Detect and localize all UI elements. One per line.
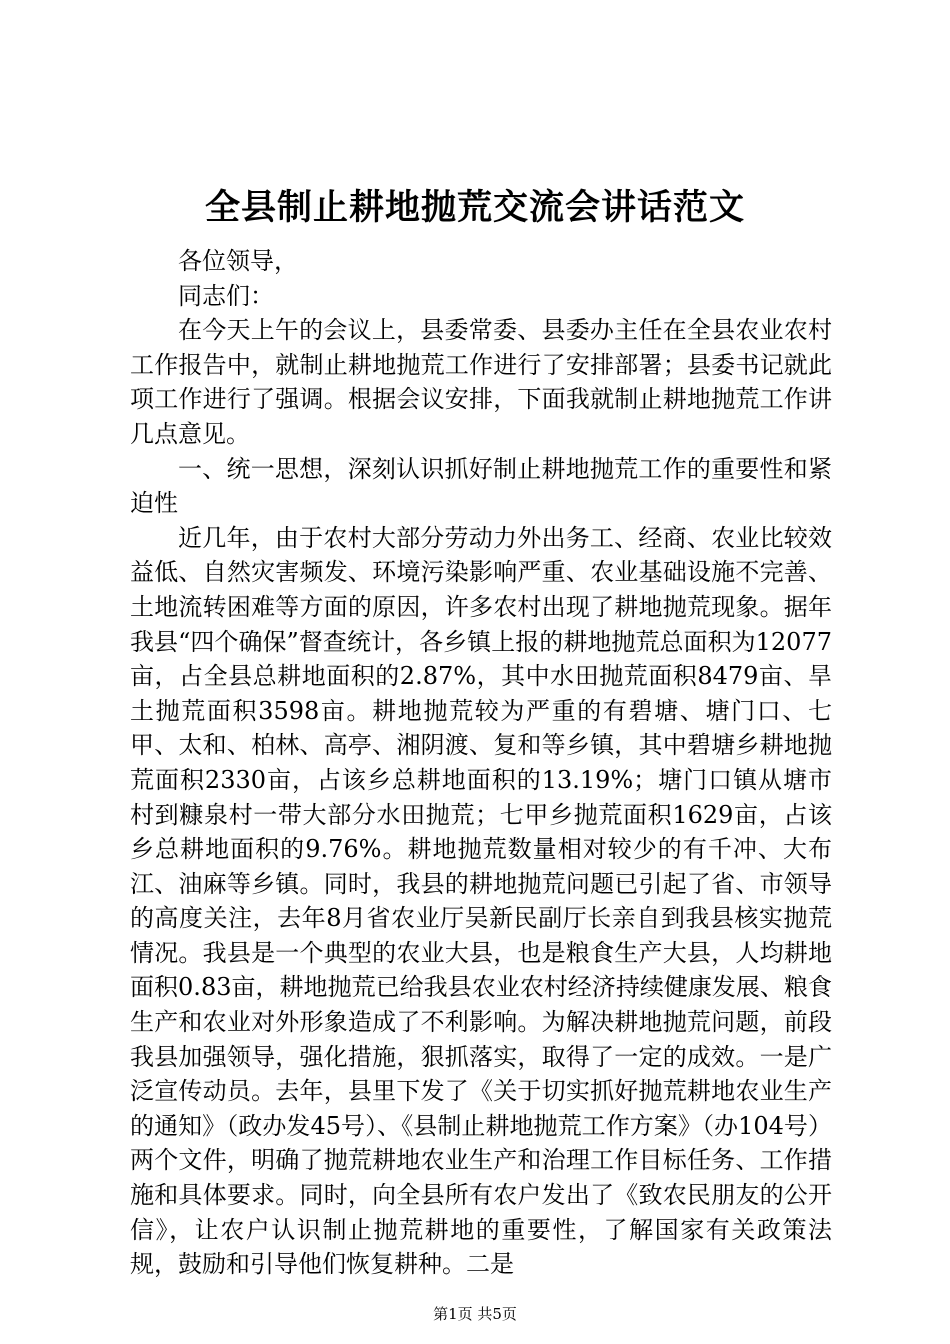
paragraph-intro: 在今天上午的会议上，县委常委、县委办主任在全县农业农村工作报告中，就制止耕地抛荒工作进行了安排部署；县委书记就此项工作进行了强调。根据会议安排，下面我就制止耕地抛荒工作讲几点意见。 bbox=[130, 316, 832, 448]
page-number-footer: 第1页 共5页 bbox=[433, 1305, 517, 1323]
section-heading-1: 一、统一思想，深刻认识抓好制止耕地抛荒工作的重要性和紧迫性 bbox=[130, 454, 832, 518]
salutation-comrades: 同志们： bbox=[178, 281, 274, 310]
paragraph-body: 近几年，由于农村大部分劳动力外出务工、经商、农业比较效益低、自然灾害频发、环境污染影响严重、农业基础设施不完善、土地流转困难等方面的原因，许多农村出现了耕地抛荒现象。据年我县“四个确保”督查统计，各乡镇上报的耕地抛荒总面积为12077亩，占全县总耕地面积的2.87%，其中水田抛荒面积8479亩、旱土抛荒面积3598亩。耕地抛荒较为严重的有碧塘、塘门口、七甲、太和、柏林、高亭、湘阴渡、复和等乡镇，其中碧塘乡耕地抛荒面积2330亩，占该乡总耕地面积的13.19%；塘门口镇从塘市村到糠泉村一带大部分水田抛荒；七甲乡抛荒面积1629亩，占该乡总耕地面积的9.76%。耕地抛荒数量相对较少的有千冲、大布江、油麻等乡镇。同时，我县的耕地抛荒问题已引起了省、市领导的高度关注，去年8月省农业厅吴新民副厅长亲自到我县核实抛荒情况。我县是一个典型的农业大县，也是粮食生产大县，人均耕地面积0.83亩，耕地抛荒已给我县农业农村经济持续健康发展、粮食生产和农业对外形象造成了不利影响。为解决耕地抛荒问题，前段我县加强领导，强化措施，狠抓落实，取得了一定的成效。一是广泛宣传动员。去年，县里下发了《关于切实抓好抛荒耕地农业生产的通知》（政办发45号）、《县制止耕地抛荒工作方案》（办104号）两个文件，明确了抛荒耕地农业生产和治理工作目标任务、工作措施和具体要求。同时，向全县所有农户发出了《致农民朋友的公开信》，让农户认识制止抛荒耕地的重要性，了解国家有关政策法规，鼓励和引导他们恢复耕种。二是 bbox=[130, 523, 832, 1279]
document-title: 全县制止耕地抛荒交流会讲话范文 bbox=[204, 187, 745, 228]
document-body bbox=[130, 244, 832, 1282]
salutation-leaders: 各位领导， bbox=[178, 247, 298, 275]
